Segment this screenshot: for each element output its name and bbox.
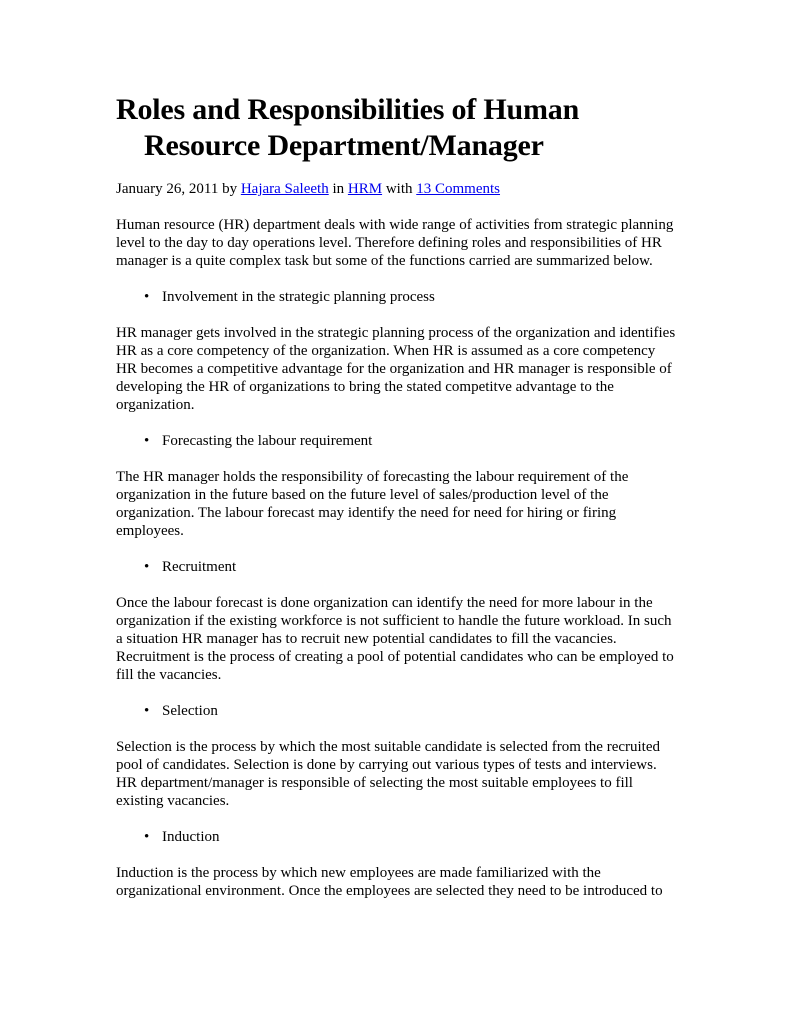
- meta-with-text: with: [382, 181, 417, 197]
- list-item: [144, 432, 676, 450]
- section-bullet: [116, 432, 676, 450]
- post-meta: [116, 180, 676, 198]
- section-heading: Forecasting the labour requirement: [162, 433, 373, 449]
- section-bullet: [116, 558, 676, 576]
- post-date: January 26, 2011: [116, 181, 219, 197]
- section-heading: Recruitment: [162, 559, 237, 575]
- meta-by-text: by: [218, 181, 241, 197]
- bullet-icon: •: [144, 433, 150, 449]
- section-heading: Selection: [162, 703, 218, 719]
- section-heading: Involvement in the strategic planning process: [162, 289, 435, 305]
- bullet-icon: •: [144, 559, 150, 575]
- section-paragraph: Selection is the process by which the most suitable candidate is selected from the recruited pool of candidates. Selection is done by carrying out various types of tests and interviews. HR department/manager is responsible of selecting the most suitable employees to fill existing vacancies.: [116, 739, 660, 809]
- section-heading: Induction: [162, 829, 220, 845]
- article: [116, 92, 676, 900]
- page-title: Roles and Responsibilities of Human Resource Department/Manager: [116, 93, 580, 162]
- section-bullet: [116, 288, 676, 306]
- section-paragraph: Induction is the process by which new employees are made familiarized with the organizational environment. Once the employees are selected they need to be introduced to: [116, 865, 663, 899]
- bullet-icon: •: [144, 289, 150, 305]
- section-bullet: [116, 828, 676, 846]
- list-item: [144, 558, 676, 576]
- section-paragraph: HR manager gets involved in the strategic planning process of the organization and identifies HR as a core competency of the organization. When HR is assumed as a core competency HR becomes a competitive advantage for the organization and HR manager is responsible of developing the HR of organizations to bring the stated competitve advantage to the organization.: [116, 325, 676, 413]
- list-item: [144, 702, 676, 720]
- section-paragraph: Once the labour forecast is done organization can identify the need for more labour in the organization if the existing workforce is not sufficient to handle the future workload. In such a situation HR manager has to recruit new potential candidates to fill the vacancies. Recruitment is the process of creating a pool of potential candidates who can be employed to fill the vacancies.: [116, 595, 674, 683]
- section-paragraph: The HR manager holds the responsibility of forecasting the labour requirement of the organization in the future based on the future level of sales/production level of the organization. The labour forecast may identify the need for need for hiring or firing employees.: [116, 469, 629, 539]
- bullet-icon: •: [144, 829, 150, 845]
- intro-paragraph: Human resource (HR) department deals with wide range of activities from strategic planning level to the day to day operations level. Therefore defining roles and responsibilities of HR manager is a quite complex task but some of the functions carried are summarized below.: [116, 217, 674, 269]
- bullet-icon: •: [144, 703, 150, 719]
- list-item: [144, 828, 676, 846]
- comments-link[interactable]: 13 Comments: [416, 181, 501, 197]
- author-link[interactable]: Hajara Saleeth: [240, 181, 329, 197]
- meta-in-text: in: [328, 181, 348, 197]
- category-link[interactable]: HRM: [347, 181, 383, 197]
- section-bullet: [116, 702, 676, 720]
- list-item: [144, 288, 676, 306]
